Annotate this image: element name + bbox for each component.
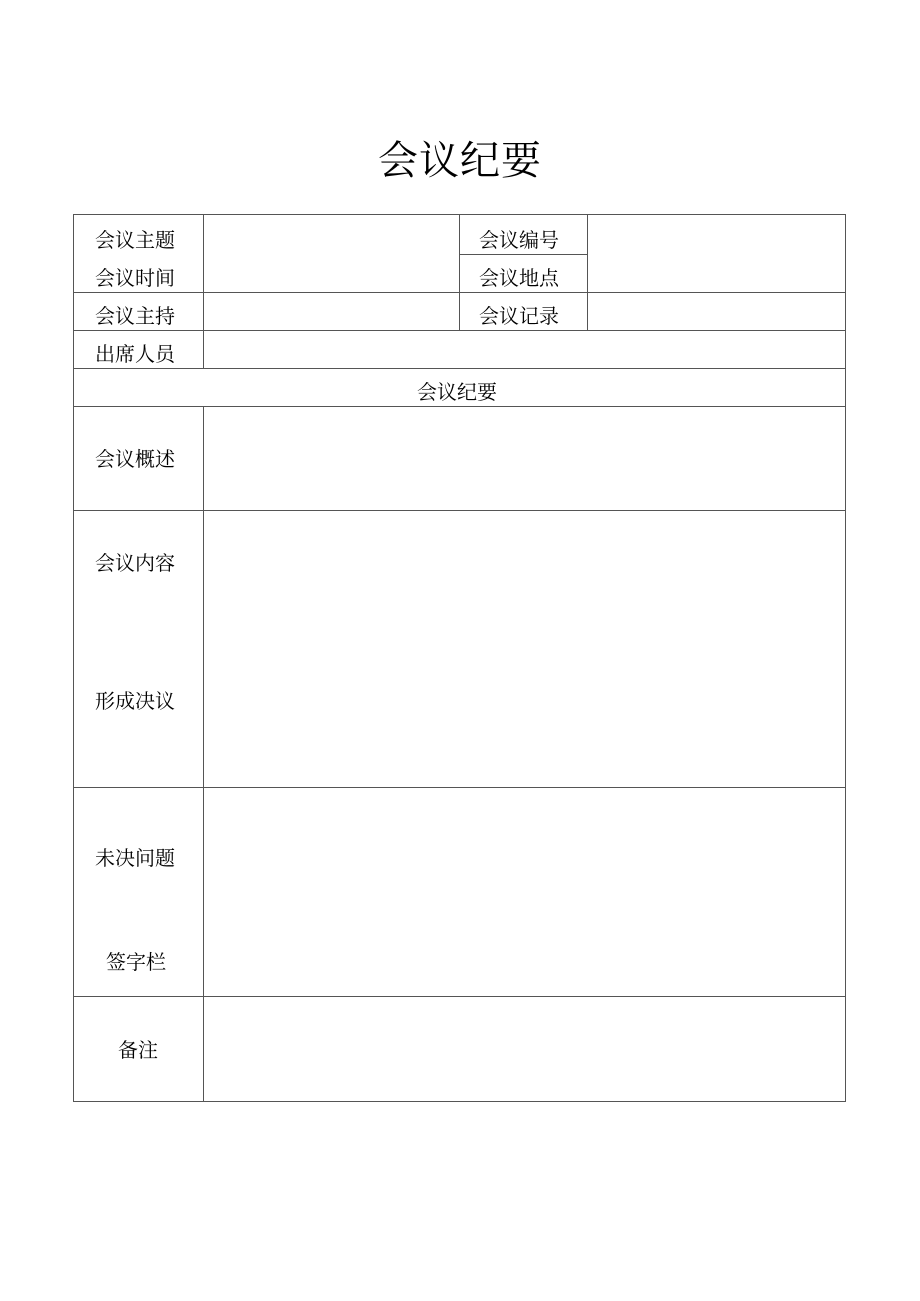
remarks-label: 备注 <box>118 1038 158 1062</box>
meeting-host-field[interactable] <box>204 293 459 330</box>
content-label: 会议内容 <box>95 551 175 575</box>
signature-label: 签字栏 <box>106 950 166 974</box>
meeting-number-location-field[interactable] <box>588 215 845 292</box>
divider <box>459 254 587 255</box>
meeting-host-label: 会议主持 <box>95 304 175 328</box>
divider <box>459 215 460 330</box>
meeting-time-label: 会议时间 <box>95 266 175 290</box>
section-header: 会议纪要 <box>417 380 497 404</box>
resolutions-label: 形成决议 <box>95 689 175 713</box>
remarks-field[interactable] <box>204 997 845 1101</box>
attendees-label: 出席人员 <box>95 342 175 366</box>
meeting-minutes-form <box>73 214 846 1102</box>
meeting-recorder-label: 会议记录 <box>479 304 559 328</box>
open-issues-label: 未决问题 <box>95 846 175 870</box>
open-issues-signature-field[interactable] <box>204 788 845 996</box>
meeting-location-label: 会议地点 <box>479 266 559 290</box>
divider <box>74 368 845 369</box>
overview-field[interactable] <box>204 407 845 510</box>
overview-label: 会议概述 <box>95 447 175 471</box>
meeting-number-label: 会议编号 <box>479 228 559 252</box>
document-title: 会议纪要 <box>378 138 542 184</box>
meeting-recorder-field[interactable] <box>588 293 845 330</box>
content-resolutions-field[interactable] <box>204 511 845 787</box>
attendees-field[interactable] <box>204 331 845 368</box>
meeting-topic-label: 会议主题 <box>95 228 175 252</box>
meeting-topic-time-field[interactable] <box>204 215 459 292</box>
